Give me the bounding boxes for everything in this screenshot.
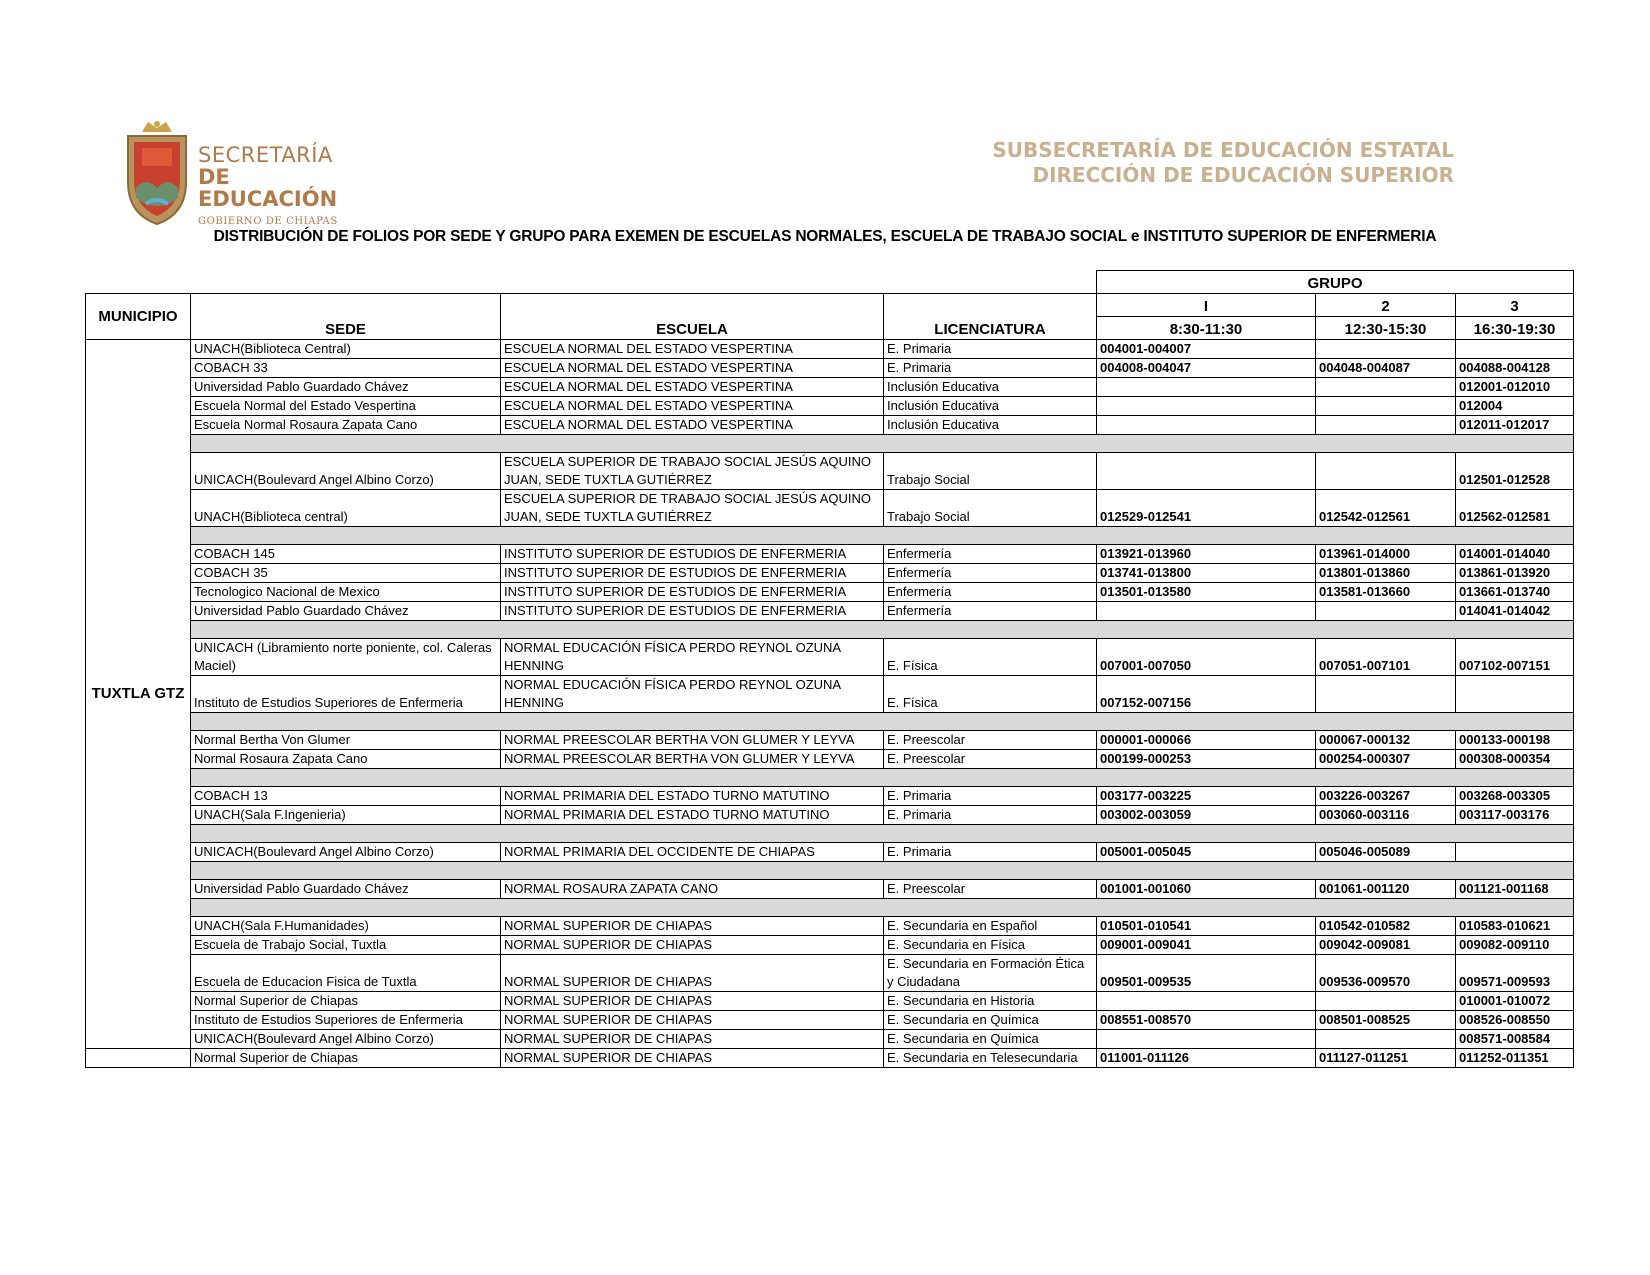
licenciatura-cell: E. Primaria	[884, 359, 1097, 378]
escuela-cell: INSTITUTO SUPERIOR DE ESTUDIOS DE ENFERMERIA	[501, 602, 884, 621]
table-row	[86, 955, 1574, 992]
folio-grupo-3-cell: 010001-010072	[1456, 992, 1574, 1011]
folio-grupo-1-cell: 000001-000066	[1097, 731, 1316, 750]
folio-grupo-3-cell: 008526-008550	[1456, 1011, 1574, 1030]
folio-grupo-1-cell: 013501-013580	[1097, 583, 1316, 602]
horario-1-header: 8:30-11:30	[1097, 317, 1316, 340]
separator-row	[86, 621, 1574, 639]
folio-grupo-2-cell: 001061-001120	[1316, 880, 1456, 899]
chiapas-coat-of-arms-icon	[122, 118, 192, 228]
licenciatura-cell: E. Secundaria en Formación Ética y Ciudadana	[884, 955, 1097, 992]
escuela-cell: NORMAL PRIMARIA DEL OCCIDENTE DE CHIAPAS	[501, 843, 884, 862]
folio-grupo-2-cell: 010542-010582	[1316, 917, 1456, 936]
separator-cell	[191, 825, 1574, 843]
escuela-cell: ESCUELA NORMAL DEL ESTADO VESPERTINA	[501, 359, 884, 378]
sede-cell: Escuela de Trabajo Social, Tuxtla	[191, 936, 501, 955]
folio-grupo-1-cell: 003002-003059	[1097, 806, 1316, 825]
licenciatura-cell: Trabajo Social	[884, 453, 1097, 490]
licenciatura-cell: Enfermería	[884, 545, 1097, 564]
municipio-header: MUNICIPIO	[86, 294, 191, 340]
folio-grupo-1-cell: 003177-003225	[1097, 787, 1316, 806]
escuela-cell: NORMAL ROSAURA ZAPATA CANO	[501, 880, 884, 899]
licenciatura-cell: Enfermería	[884, 564, 1097, 583]
municipio-cell-empty	[86, 1049, 191, 1068]
folio-grupo-1-cell	[1097, 397, 1316, 416]
sede-cell: Normal Bertha Von Glumer	[191, 731, 501, 750]
table-row	[86, 545, 1574, 564]
folio-grupo-3-cell: 008571-008584	[1456, 1030, 1574, 1049]
horario-3-header: 16:30-19:30	[1456, 317, 1574, 340]
table-row	[86, 416, 1574, 435]
escuela-cell: INSTITUTO SUPERIOR DE ESTUDIOS DE ENFERMERIA	[501, 583, 884, 602]
sede-cell: UNICACH (Libramiento norte poniente, col. Caleras Maciel)	[191, 639, 501, 676]
folio-grupo-3-cell: 007102-007151	[1456, 639, 1574, 676]
escuela-cell: ESCUELA NORMAL DEL ESTADO VESPERTINA	[501, 340, 884, 359]
sede-cell: Universidad Pablo Guardado Chávez	[191, 880, 501, 899]
sede-cell: Tecnologico Nacional de Mexico	[191, 583, 501, 602]
sede-cell: Instituto de Estudios Superiores de Enfermeria	[191, 1011, 501, 1030]
sede-cell: COBACH 33	[191, 359, 501, 378]
licenciatura-cell: E. Secundaria en Física	[884, 936, 1097, 955]
header-line-direccion: DIRECCIÓN DE EDUCACIÓN SUPERIOR	[1032, 163, 1454, 187]
folio-grupo-2-cell: 000067-000132	[1316, 731, 1456, 750]
folio-grupo-3-cell: 000133-000198	[1456, 731, 1574, 750]
folio-grupo-3-cell: 010583-010621	[1456, 917, 1574, 936]
separator-row	[86, 899, 1574, 917]
sede-cell: Universidad Pablo Guardado Chávez	[191, 378, 501, 397]
folio-grupo-1-cell: 004001-004007	[1097, 340, 1316, 359]
escuela-cell: NORMAL SUPERIOR DE CHIAPAS	[501, 955, 884, 992]
folio-grupo-1-cell: 007152-007156	[1097, 676, 1316, 713]
folio-grupo-1-cell: 011001-011126	[1097, 1049, 1316, 1068]
escuela-cell: ESCUELA NORMAL DEL ESTADO VESPERTINA	[501, 416, 884, 435]
grupo-1-header: I	[1097, 294, 1316, 317]
folios-table	[85, 270, 1574, 1068]
licenciatura-cell: E. Física	[884, 676, 1097, 713]
separator-cell	[191, 769, 1574, 787]
table-row	[86, 1011, 1574, 1030]
sede-cell: UNACH(Sala F.Humanidades)	[191, 917, 501, 936]
folio-grupo-1-cell: 009001-009041	[1097, 936, 1316, 955]
folio-grupo-2-cell: 011127-011251	[1316, 1049, 1456, 1068]
escuela-cell: NORMAL SUPERIOR DE CHIAPAS	[501, 917, 884, 936]
separator-row	[86, 435, 1574, 453]
escuela-cell: NORMAL PREESCOLAR BERTHA VON GLUMER Y LEYVA	[501, 750, 884, 769]
sede-cell: COBACH 35	[191, 564, 501, 583]
escuela-cell: NORMAL SUPERIOR DE CHIAPAS	[501, 936, 884, 955]
folio-grupo-2-cell	[1316, 416, 1456, 435]
folios-table-body	[86, 340, 1574, 1068]
separator-row	[86, 713, 1574, 731]
folio-grupo-2-cell: 008501-008525	[1316, 1011, 1456, 1030]
table-row	[86, 602, 1574, 621]
licenciatura-cell: Trabajo Social	[884, 490, 1097, 527]
folio-grupo-2-cell: 004048-004087	[1316, 359, 1456, 378]
folio-grupo-2-cell: 009536-009570	[1316, 955, 1456, 992]
licenciatura-cell: E. Primaria	[884, 806, 1097, 825]
folio-grupo-3-cell: 013861-013920	[1456, 564, 1574, 583]
table-row	[86, 639, 1574, 676]
folio-grupo-1-cell	[1097, 1030, 1316, 1049]
table-row	[86, 676, 1574, 713]
folio-grupo-3-cell: 004088-004128	[1456, 359, 1574, 378]
folio-grupo-1-cell	[1097, 453, 1316, 490]
folio-grupo-3-cell	[1456, 676, 1574, 713]
licenciatura-cell: E. Preescolar	[884, 880, 1097, 899]
header-institution	[992, 138, 1454, 188]
folio-grupo-2-cell	[1316, 397, 1456, 416]
sede-cell: UNICACH(Boulevard Angel Albino Corzo)	[191, 1030, 501, 1049]
licenciatura-cell: Inclusión Educativa	[884, 378, 1097, 397]
sede-cell: Normal Superior de Chiapas	[191, 1049, 501, 1068]
folio-grupo-3-cell: 000308-000354	[1456, 750, 1574, 769]
table-row	[86, 564, 1574, 583]
separator-cell	[191, 862, 1574, 880]
licenciatura-cell: E. Preescolar	[884, 731, 1097, 750]
folio-grupo-1-cell: 005001-005045	[1097, 843, 1316, 862]
grupo-header: GRUPO	[1097, 271, 1574, 294]
licenciatura-header: LICENCIATURA	[884, 294, 1097, 340]
separator-row	[86, 862, 1574, 880]
folio-grupo-1-cell: 012529-012541	[1097, 490, 1316, 527]
folio-grupo-2-cell: 013801-013860	[1316, 564, 1456, 583]
table-row	[86, 1049, 1574, 1068]
table-row	[86, 806, 1574, 825]
escuela-cell: NORMAL SUPERIOR DE CHIAPAS	[501, 1030, 884, 1049]
folio-grupo-3-cell: 012004	[1456, 397, 1574, 416]
licenciatura-cell: E. Secundaria en Química	[884, 1011, 1097, 1030]
secretaria-logo	[122, 118, 352, 228]
sede-cell: Universidad Pablo Guardado Chávez	[191, 602, 501, 621]
folio-grupo-2-cell: 012542-012561	[1316, 490, 1456, 527]
folio-grupo-1-cell: 007001-007050	[1097, 639, 1316, 676]
separator-row	[86, 527, 1574, 545]
escuela-cell: NORMAL PREESCOLAR BERTHA VON GLUMER Y LEYVA	[501, 731, 884, 750]
grupo-3-header: 3	[1456, 294, 1574, 317]
folio-grupo-3-cell: 014041-014042	[1456, 602, 1574, 621]
sede-cell: COBACH 13	[191, 787, 501, 806]
escuela-cell: INSTITUTO SUPERIOR DE ESTUDIOS DE ENFERMERIA	[501, 545, 884, 564]
folio-grupo-1-cell: 000199-000253	[1097, 750, 1316, 769]
table-row	[86, 397, 1574, 416]
folio-grupo-2-cell	[1316, 1030, 1456, 1049]
table-row	[86, 731, 1574, 750]
table-row	[86, 880, 1574, 899]
escuela-cell: NORMAL SUPERIOR DE CHIAPAS	[501, 1011, 884, 1030]
folio-grupo-3-cell: 012501-012528	[1456, 453, 1574, 490]
folio-grupo-3-cell	[1456, 843, 1574, 862]
escuela-cell: ESCUELA NORMAL DEL ESTADO VESPERTINA	[501, 378, 884, 397]
folio-grupo-1-cell: 004008-004047	[1097, 359, 1316, 378]
separator-cell	[191, 713, 1574, 731]
logo-line-secretaria: SECRETARÍA	[198, 143, 333, 167]
licenciatura-cell: E. Secundaria en Historia	[884, 992, 1097, 1011]
table-row	[86, 378, 1574, 397]
folio-grupo-3-cell: 003117-003176	[1456, 806, 1574, 825]
folio-grupo-3-cell	[1456, 340, 1574, 359]
logo-line-gobierno: GOBIERNO DE CHIAPAS	[198, 216, 338, 227]
folio-grupo-1-cell	[1097, 992, 1316, 1011]
folio-grupo-1-cell: 013741-013800	[1097, 564, 1316, 583]
licenciatura-cell: E. Primaria	[884, 340, 1097, 359]
escuela-cell: ESCUELA NORMAL DEL ESTADO VESPERTINA	[501, 397, 884, 416]
folio-grupo-1-cell: 010501-010541	[1097, 917, 1316, 936]
folio-grupo-3-cell: 003268-003305	[1456, 787, 1574, 806]
separator-cell	[191, 527, 1574, 545]
licenciatura-cell: Enfermería	[884, 602, 1097, 621]
table-row	[86, 787, 1574, 806]
licenciatura-cell: E. Secundaria en Química	[884, 1030, 1097, 1049]
table-row	[86, 340, 1574, 359]
escuela-cell: NORMAL SUPERIOR DE CHIAPAS	[501, 1049, 884, 1068]
licenciatura-cell: Enfermería	[884, 583, 1097, 602]
table-row	[86, 583, 1574, 602]
horario-2-header: 12:30-15:30	[1316, 317, 1456, 340]
sede-cell: UNACH(Sala F.Ingenieria)	[191, 806, 501, 825]
licenciatura-cell: Inclusión Educativa	[884, 416, 1097, 435]
folio-grupo-2-cell	[1316, 676, 1456, 713]
folio-grupo-2-cell: 013961-014000	[1316, 545, 1456, 564]
folio-grupo-2-cell: 007051-007101	[1316, 639, 1456, 676]
folio-grupo-2-cell	[1316, 453, 1456, 490]
escuela-cell: NORMAL PRIMARIA DEL ESTADO TURNO MATUTINO	[501, 787, 884, 806]
licenciatura-cell: E. Secundaria en Español	[884, 917, 1097, 936]
separator-cell	[191, 435, 1574, 453]
folio-grupo-1-cell: 013921-013960	[1097, 545, 1316, 564]
table-row	[86, 750, 1574, 769]
folio-grupo-2-cell: 000254-000307	[1316, 750, 1456, 769]
separator-cell	[191, 899, 1574, 917]
header-line-subsecretaria: SUBSECRETARÍA DE EDUCACIÓN ESTATAL	[992, 138, 1454, 162]
table-row	[86, 917, 1574, 936]
escuela-header: ESCUELA	[501, 294, 884, 340]
sede-cell: UNACH(Biblioteca central)	[191, 490, 501, 527]
escuela-cell: INSTITUTO SUPERIOR DE ESTUDIOS DE ENFERMERIA	[501, 564, 884, 583]
folio-grupo-3-cell: 011252-011351	[1456, 1049, 1574, 1068]
sede-cell: Normal Superior de Chiapas	[191, 992, 501, 1011]
folio-grupo-3-cell: 012562-012581	[1456, 490, 1574, 527]
folio-grupo-3-cell: 014001-014040	[1456, 545, 1574, 564]
licenciatura-cell: E. Secundaria en Telesecundaria	[884, 1049, 1097, 1068]
separator-row	[86, 825, 1574, 843]
folio-grupo-1-cell	[1097, 416, 1316, 435]
table-row	[86, 359, 1574, 378]
folio-grupo-3-cell: 012001-012010	[1456, 378, 1574, 397]
separator-row	[86, 769, 1574, 787]
document-title: DISTRIBUCIÓN DE FOLIOS POR SEDE Y GRUPO PARA EXEMEN DE ESCUELAS NORMALES, ESCUELA DE TRABAJO SOCIAL e INSTITUTO SUPERIOR DE ENFERMERIA	[213, 228, 1437, 245]
table-row	[86, 1030, 1574, 1049]
folio-grupo-3-cell: 013661-013740	[1456, 583, 1574, 602]
folio-grupo-2-cell: 003226-003267	[1316, 787, 1456, 806]
folio-grupo-2-cell: 005046-005089	[1316, 843, 1456, 862]
folio-grupo-3-cell: 001121-001168	[1456, 880, 1574, 899]
escuela-cell: ESCUELA SUPERIOR DE TRABAJO SOCIAL JESÚS AQUINO JUAN, SEDE TUXTLA GUTIÉRREZ	[501, 490, 884, 527]
licenciatura-cell: E. Primaria	[884, 787, 1097, 806]
folio-grupo-1-cell: 001001-001060	[1097, 880, 1316, 899]
table-row	[86, 992, 1574, 1011]
grupo-2-header: 2	[1316, 294, 1456, 317]
folio-grupo-2-cell	[1316, 340, 1456, 359]
licenciatura-cell: E. Preescolar	[884, 750, 1097, 769]
sede-cell: UNACH(Biblioteca Central)	[191, 340, 501, 359]
sede-cell: Escuela de Educacion Fisica de Tuxtla	[191, 955, 501, 992]
sede-cell: Escuela Normal Rosaura Zapata Cano	[191, 416, 501, 435]
sede-cell: UNICACH(Boulevard Angel Albino Corzo)	[191, 843, 501, 862]
folio-grupo-1-cell: 009501-009535	[1097, 955, 1316, 992]
municipio-cell: TUXTLA GTZ	[86, 340, 191, 1049]
separator-cell	[191, 621, 1574, 639]
folio-grupo-1-cell: 008551-008570	[1097, 1011, 1316, 1030]
sede-cell: Escuela Normal del Estado Vespertina	[191, 397, 501, 416]
table-row	[86, 843, 1574, 862]
sede-header: SEDE	[191, 294, 501, 340]
table-row	[86, 936, 1574, 955]
table-row	[86, 490, 1574, 527]
folio-grupo-2-cell: 003060-003116	[1316, 806, 1456, 825]
folio-grupo-1-cell	[1097, 602, 1316, 621]
sede-cell: Normal Rosaura Zapata Cano	[191, 750, 501, 769]
folio-grupo-2-cell: 009042-009081	[1316, 936, 1456, 955]
sede-cell: UNICACH(Boulevard Angel Albino Corzo)	[191, 453, 501, 490]
escuela-cell: NORMAL PRIMARIA DEL ESTADO TURNO MATUTINO	[501, 806, 884, 825]
folio-grupo-2-cell	[1316, 602, 1456, 621]
folio-grupo-1-cell	[1097, 378, 1316, 397]
licenciatura-cell: E. Física	[884, 639, 1097, 676]
folio-grupo-2-cell	[1316, 992, 1456, 1011]
escuela-cell: NORMAL EDUCACIÓN FÍSICA PERDO REYNOL OZUNA HENNING	[501, 639, 884, 676]
escuela-cell: NORMAL EDUCACIÓN FÍSICA PERDO REYNOL OZUNA HENNING	[501, 676, 884, 713]
licenciatura-cell: Inclusión Educativa	[884, 397, 1097, 416]
table-row	[86, 453, 1574, 490]
sede-cell: COBACH 145	[191, 545, 501, 564]
folio-grupo-2-cell: 013581-013660	[1316, 583, 1456, 602]
escuela-cell: NORMAL SUPERIOR DE CHIAPAS	[501, 992, 884, 1011]
logo-line-educacion: DE EDUCACIÓN	[198, 165, 338, 211]
folio-grupo-2-cell	[1316, 378, 1456, 397]
sede-cell: Instituto de Estudios Superiores de Enfermeria	[191, 676, 501, 713]
folio-grupo-3-cell: 012011-012017	[1456, 416, 1574, 435]
escuela-cell: ESCUELA SUPERIOR DE TRABAJO SOCIAL JESÚS AQUINO JUAN, SEDE TUXTLA GUTIÉRREZ	[501, 453, 884, 490]
licenciatura-cell: E. Primaria	[884, 843, 1097, 862]
folio-grupo-3-cell: 009571-009593	[1456, 955, 1574, 992]
folio-grupo-3-cell: 009082-009110	[1456, 936, 1574, 955]
